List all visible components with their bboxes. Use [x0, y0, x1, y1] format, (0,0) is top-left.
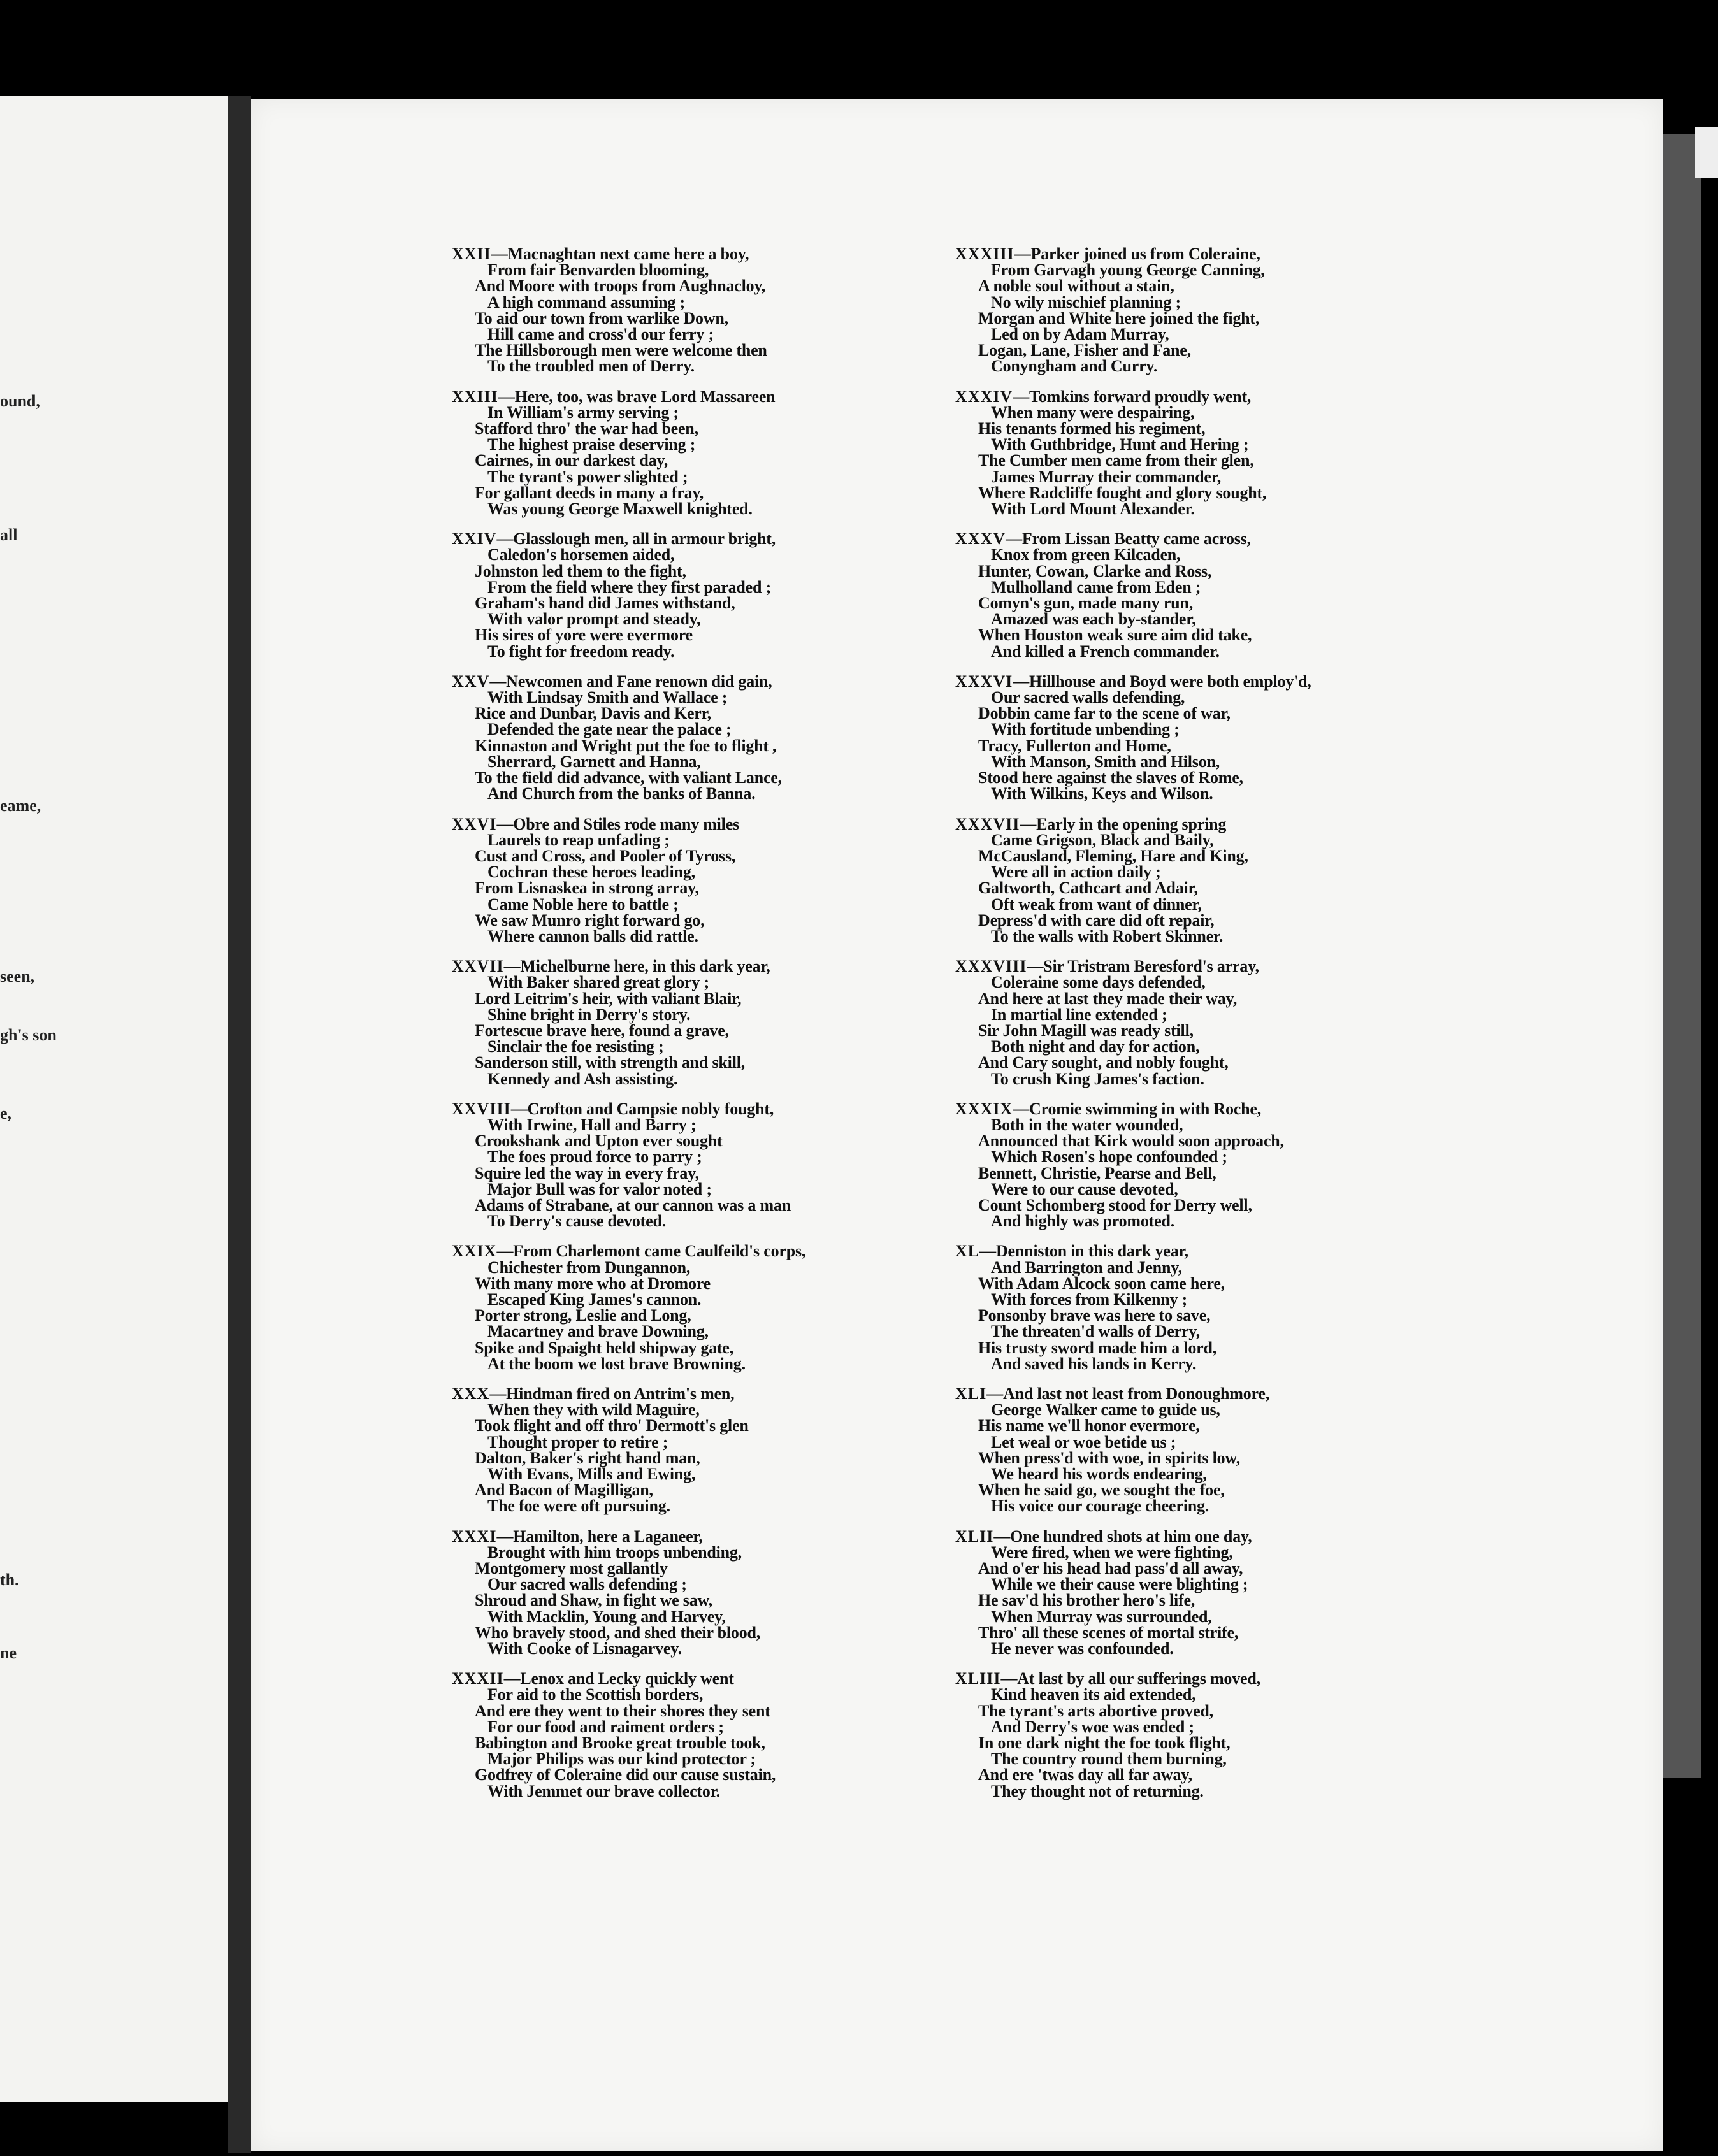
stanza-line: Galtworth, Cathcart and Adair, [978, 879, 1198, 898]
stanza-line: Came Grigson, Black and Baily, [991, 830, 1214, 849]
stanza-dash: — [496, 814, 514, 833]
facing-page-edge [0, 96, 230, 2102]
stanza-line: James Murray their commander, [991, 467, 1222, 486]
stanza-dash: — [1014, 245, 1031, 263]
stanza-line: Major Philips was our kind protector ; [487, 1750, 756, 1769]
stanza-line: His voice our courage cheering. [991, 1497, 1209, 1516]
stanza-line: The threaten'd walls of Derry, [991, 1322, 1200, 1341]
stanza-line: And Church from the banks of Banna. [487, 784, 756, 803]
stanza-line: With Wilkins, Keys and Wilson. [991, 784, 1213, 803]
stanza-line: He sav'd his brother hero's life, [978, 1591, 1195, 1610]
stanza-line: And Bacon of Magilligan, [475, 1481, 653, 1500]
stanza-line: Babington and Brooke great trouble took, [475, 1734, 765, 1753]
stanza-line: To the troubled men of Derry. [487, 357, 695, 376]
stanza-line: With Irwine, Hall and Barry ; [487, 1115, 697, 1134]
stanza-line: And killed a French commander. [991, 642, 1220, 661]
stanza-line: And here at last they made their way, [978, 989, 1238, 1008]
stanza-line: Shroud and Shaw, in fight we saw, [475, 1591, 712, 1610]
stanza-number: XLI [955, 1384, 987, 1403]
stanza-line: And Cary sought, and nobly fought, [978, 1053, 1229, 1072]
stanza-line: From fair Benvarden blooming, [487, 261, 709, 280]
stanza-line: Coleraine some days defended, [991, 973, 1206, 992]
stanza-line: With Adam Alcock soon came here, [978, 1274, 1225, 1293]
stanza-line: The country round them burning, [991, 1750, 1227, 1769]
stanza-line: Adams of Strabane, at our cannon was a man [475, 1195, 791, 1214]
stanza-number: XXII [452, 245, 491, 263]
stanza-number: XXXIII [955, 245, 1014, 263]
stanza-line: From Garvagh young George Canning, [991, 261, 1265, 280]
stanza-line: And o'er his head had pass'd all away, [978, 1559, 1243, 1578]
stanza-line: Amazed was each by-stander, [991, 610, 1196, 629]
stanza-number: XXVIII [452, 1099, 511, 1118]
stanza-line: With many more who at Dromore [475, 1274, 711, 1293]
stanza-first-line [955, 531, 1656, 547]
stanza-line: The tyrant's power slighted ; [487, 467, 688, 486]
stanza-line: For gallant deeds in many a fray, [475, 483, 704, 502]
stanza-line: Took flight and off thro' Dermott's glen [475, 1416, 749, 1435]
stanza-line: To aid our town from warlike Down, [475, 308, 728, 327]
stanza-line: Hill came and cross'd our ferry ; [487, 325, 714, 344]
stanza-line: Our sacred walls defending, [991, 688, 1185, 707]
facing-page-text-fragment: e, [0, 1104, 12, 1123]
stanza-line: Were all in action daily ; [991, 863, 1161, 882]
page-stack-edge [1663, 134, 1701, 1778]
stanza-line: The Cumber men came from their glen, [978, 451, 1254, 470]
stanza-line: In martial line extended ; [991, 1005, 1167, 1024]
stanza-dash: — [489, 672, 507, 691]
stanza-line: To the field did advance, with valiant Lance, [475, 768, 782, 787]
stanza-first-line [955, 1528, 1656, 1544]
stanza-first-line [955, 1386, 1656, 1402]
stanza-dash: — [979, 1242, 996, 1261]
stanza [955, 1386, 1656, 1514]
stanza-line: With Lindsay Smith and Wallace ; [487, 688, 728, 707]
stanza-line: When he said go, we sought the foe, [978, 1481, 1225, 1500]
stanza-number: XL [955, 1242, 980, 1261]
stanza-line: With forces from Kilkenny ; [991, 1290, 1188, 1309]
stanza-line: From Lisnaskea in strong array, [475, 879, 699, 898]
stanza [955, 958, 1656, 1087]
stanza-line: Sherrard, Garnett and Hanna, [487, 752, 701, 771]
stanza-line: Cochran these heroes leading, [487, 863, 695, 882]
stanza-line: Where Radcliffe fought and glory sought, [978, 483, 1267, 502]
stanza-number: XXVII [452, 957, 504, 976]
stanza-line: Hunter, Cowan, Clarke and Ross, [978, 561, 1212, 580]
stanza-dash: — [1013, 387, 1030, 406]
facing-page-text-fragment: ne [0, 1644, 17, 1662]
stanza-line: With Lord Mount Alexander. [991, 499, 1195, 519]
stanza-text: Early in the opening spring [1036, 814, 1227, 833]
stanza-dash: — [491, 245, 508, 263]
stanza-line: Caledon's horsemen aided, [487, 545, 675, 564]
stanza-text: Macnaghtan next came here a boy, [507, 245, 749, 263]
stanza-line: Defended the gate near the palace ; [487, 720, 732, 739]
stanza-dash: — [993, 1527, 1011, 1546]
stanza-line: Comyn's gun, made many run, [978, 594, 1193, 613]
stanza [955, 673, 1656, 802]
stanza-line: They thought not of returning. [991, 1781, 1204, 1800]
stanza-dash: — [1013, 672, 1030, 691]
stanza-line: Which Rosen's hope confounded ; [991, 1147, 1227, 1167]
stanza-first-line [955, 1243, 1656, 1259]
stanza-line: Cust and Cross, and Pooler of Tyross, [475, 846, 736, 865]
stanza-first-line [955, 246, 1656, 262]
stanza-line: For our food and raiment orders ; [487, 1717, 724, 1736]
facing-page-text-fragment: all [0, 526, 18, 544]
stanza-line: Mulholland came from Eden ; [991, 577, 1201, 596]
stanza-number: XXXI [452, 1527, 497, 1546]
stanza-line: Johnston led them to the fight, [475, 561, 686, 580]
stanza-line: Godfrey of Coleraine did our cause sustain, [475, 1765, 776, 1785]
stanza [955, 1671, 1656, 1799]
stanza-line: With Macklin, Young and Harvey, [487, 1607, 726, 1626]
stanza-line: No wily mischief planning ; [991, 292, 1181, 312]
stanza [955, 1243, 1656, 1372]
stanza-line: From the field where they first paraded ; [487, 577, 772, 596]
stanza-line: We saw Munro right forward go, [475, 910, 705, 930]
stanza-line: Montgomery most gallantly [475, 1559, 668, 1578]
stanza-dash: — [496, 529, 514, 549]
stanza-text: Parker joined us from Coleraine, [1030, 245, 1260, 263]
stanza-line: And ere 'twas day all far away, [978, 1765, 1192, 1785]
stanza-line: The highest praise deserving ; [487, 435, 696, 454]
stanza-line: A high command assuming ; [487, 292, 685, 312]
stanza-line: Tracy, Fullerton and Home, [978, 736, 1171, 755]
stanza-line: His trusty sword made him a lord, [978, 1338, 1217, 1357]
stanza-dash: — [1006, 529, 1022, 549]
book-gutter [228, 96, 251, 2153]
stanza-line: McCausland, Fleming, Hare and King, [978, 846, 1248, 865]
stanza [955, 816, 1656, 945]
stanza [955, 531, 1656, 659]
stanza-text: Sir Tristram Beresford's array, [1043, 957, 1259, 976]
stanza-line: With valor prompt and steady, [487, 610, 701, 629]
stanza-number: XXXVIII [955, 957, 1027, 976]
stanza-line: While we their cause were blighting ; [991, 1575, 1248, 1594]
stanza-line: Where cannon balls did rattle. [487, 926, 698, 945]
stanza-dash: — [503, 957, 521, 976]
stanza-line: The tyrant's arts abortive proved, [978, 1701, 1213, 1720]
stanza-dash: — [1000, 1669, 1018, 1688]
stanza [955, 1528, 1656, 1657]
stanza-dash: — [503, 1669, 521, 1688]
stanza-line: With Cooke of Lisnagarvey. [487, 1639, 682, 1658]
stanza-line: Brought with him troops unbending, [487, 1542, 742, 1562]
stanza-line: When they with wild Maguire, [487, 1400, 700, 1419]
stanza-line: Were to our cause devoted, [991, 1179, 1178, 1198]
stanza-line: To the walls with Robert Skinner. [991, 926, 1224, 945]
stanza-dash: — [496, 1527, 514, 1546]
stanza-line: Oft weak from want of dinner, [991, 895, 1202, 914]
stanza-line: With Jemmet our brave collector. [487, 1781, 720, 1800]
stanza-line: Our sacred walls defending ; [487, 1575, 687, 1594]
stanza-line: Macartney and brave Downing, [487, 1322, 709, 1341]
stanza-text: Lenox and Lecky quickly went [520, 1669, 734, 1688]
stanza-line: His name we'll honor evermore, [978, 1416, 1200, 1435]
stanza-line: Shine bright in Derry's story. [487, 1005, 691, 1024]
stanza-line: Bennett, Christie, Pearse and Bell, [978, 1163, 1216, 1182]
stanza-line: Led on by Adam Murray, [991, 325, 1169, 344]
stanza-line: Both night and day for action, [991, 1037, 1200, 1056]
stanza-number: XXXV [955, 529, 1006, 549]
stanza-dash: — [489, 1384, 507, 1403]
stanza-first-line [955, 389, 1656, 405]
stanza-line: Logan, Lane, Fisher and Fane, [978, 341, 1191, 360]
stanza-line: He never was confounded. [991, 1639, 1174, 1658]
stanza-line: Knox from green Kilcaden, [991, 545, 1181, 564]
stanza-text: One hundred shots at him one day, [1010, 1527, 1252, 1546]
stanza-text: From Lissan Beatty came across, [1021, 529, 1251, 549]
stanza-first-line [955, 1101, 1656, 1117]
stanza-line: Graham's hand did James withstand, [475, 594, 735, 613]
stanza-text: From Charlemont came Caulfeild's corps, [513, 1242, 806, 1261]
stanza-text: Hillhouse and Boyd were both employ'd, [1029, 672, 1311, 691]
stanza-line: The Hillsborough men were welcome then [475, 341, 767, 360]
stanza-line: Sir John Magill was ready still, [978, 1021, 1194, 1040]
stanza-line: Fortescue brave here, found a grave, [475, 1021, 729, 1040]
stanza-dash: — [498, 387, 515, 406]
stanza-text: Hindman fired on Antrim's men, [506, 1384, 735, 1403]
stanza-line: Chichester from Dungannon, [487, 1258, 691, 1277]
stanza-line: Both in the water wounded, [991, 1115, 1183, 1134]
stanza-line: Kinnaston and Wright put the foe to flight , [475, 736, 777, 755]
stanza-line: Porter strong, Leslie and Long, [475, 1306, 691, 1325]
stanza [955, 1101, 1656, 1230]
stanza-line: A noble soul without a stain, [978, 277, 1174, 296]
stanza-line: With Manson, Smith and Hilson, [991, 752, 1220, 771]
stanza-line: Ponsonby brave was here to save, [978, 1306, 1211, 1325]
stanza-number: XLIII [955, 1669, 1001, 1688]
stanza-line: The foe were oft pursuing. [487, 1497, 670, 1516]
stanza-line: With fortitude unbending ; [991, 720, 1180, 739]
poem-column-right [955, 246, 1656, 1813]
stanza-line: Stood here against the slaves of Rome, [978, 768, 1243, 787]
stanza-text: And last not least from Donoughmore, [1003, 1384, 1270, 1403]
stanza-text: Denniston in this dark year, [995, 1242, 1188, 1261]
facing-page-text-fragment: eame, [0, 796, 41, 815]
stanza-line: With Baker shared great glory ; [487, 973, 709, 992]
stanza-line: For aid to the Scottish borders, [487, 1685, 704, 1704]
stanza-line: Rice and Dunbar, Davis and Kerr, [475, 704, 711, 723]
stanza-line: Laurels to reap unfading ; [487, 830, 670, 849]
stanza-line: In William's army serving ; [487, 403, 679, 422]
stanza-line: Thought proper to retire ; [487, 1432, 668, 1451]
stanza-line: Cairnes, in our darkest day, [475, 451, 668, 470]
stanza-number: XXXII [452, 1669, 504, 1688]
page-corner-tab [1695, 127, 1718, 178]
stanza-line: The foes proud force to parry ; [487, 1147, 702, 1167]
stanza-line: Lord Leitrim's heir, with valiant Blair, [475, 989, 742, 1008]
stanza-line: Stafford thro' the war had been, [475, 419, 698, 438]
stanza-line: His sires of yore were evermore [475, 626, 693, 645]
stanza-dash: — [1013, 1099, 1030, 1118]
stanza-number: XXXIV [955, 387, 1013, 406]
stanza-number: XXXIX [955, 1099, 1013, 1118]
stanza-line: And ere they went to their shores they sent [475, 1701, 770, 1720]
stanza-line: With Guthbridge, Hunt and Hering ; [991, 435, 1249, 454]
stanza-line: When Houston weak sure aim did take, [978, 626, 1252, 645]
stanza-line: We heard his words endearing, [991, 1465, 1207, 1484]
stanza-dash: — [510, 1099, 528, 1118]
stanza-first-line [955, 673, 1656, 689]
stanza-dash: — [496, 1242, 514, 1261]
stanza-text: At last by all our sufferings moved, [1017, 1669, 1260, 1688]
stanza-line: And saved his lands in Kerry. [991, 1354, 1197, 1373]
stanza-line: Escaped King James's cannon. [487, 1290, 702, 1309]
stanza-line: Were fired, when we were fighting, [991, 1542, 1233, 1562]
stanza-line: To Derry's cause devoted. [487, 1212, 667, 1231]
stanza-line: Sanderson still, with strength and skill, [475, 1053, 746, 1072]
stanza [955, 389, 1656, 517]
stanza-line: Who bravely stood, and shed their blood, [475, 1623, 761, 1642]
stanza-text: Obre and Stiles rode many miles [513, 814, 739, 833]
facing-page-text-fragment: seen, [0, 967, 35, 986]
stanza-line: Was young George Maxwell knighted. [487, 499, 753, 519]
stanza-first-line [955, 816, 1656, 832]
stanza-first-line [955, 1671, 1656, 1686]
stanza-line: Dalton, Baker's right hand man, [475, 1448, 700, 1467]
stanza-line: Thro' all these scenes of mortal strife, [978, 1623, 1239, 1642]
stanza-line: Spike and Spaight held shipway gate, [475, 1338, 734, 1357]
stanza-number: XXX [452, 1384, 490, 1403]
stanza-line: When press'd with woe, in spirits low, [978, 1448, 1240, 1467]
stanza-line: And Derry's woe was ended ; [991, 1717, 1194, 1736]
facing-page-text-fragment: gh's son [0, 1026, 57, 1044]
stanza-number: XXV [452, 672, 490, 691]
stanza-line: And Moore with troops from Aughnacloy, [475, 277, 766, 296]
stanza-line: In one dark night the foe took flight, [978, 1734, 1231, 1753]
stanza-line: Announced that Kirk would soon approach, [978, 1132, 1284, 1151]
stanza [955, 246, 1656, 375]
stanza-line: When Murray was surrounded, [991, 1607, 1212, 1626]
stanza-text: Newcomen and Fane renown did gain, [506, 672, 772, 691]
stanza-number: XXVI [452, 814, 497, 833]
stanza-line: Conyngham and Curry. [991, 357, 1158, 376]
stanza-text: Cromie swimming in with Roche, [1029, 1099, 1262, 1118]
facing-page-text-fragment: th. [0, 1570, 19, 1589]
stanza-line: Kennedy and Ash assisting. [487, 1069, 678, 1088]
stanza-line: Squire led the way in every fray, [475, 1163, 699, 1182]
facing-page-text-fragment: ound, [0, 392, 40, 410]
stanza-number: XXIV [452, 529, 497, 549]
stanza-line: Dobbin came far to the scene of war, [978, 704, 1231, 723]
stanza-line: George Walker came to guide us, [991, 1400, 1220, 1419]
stanza-dash: — [1020, 814, 1037, 833]
stanza-text: Crofton and Campsie nobly fought, [527, 1099, 774, 1118]
stanza-line: At the boom we lost brave Browning. [487, 1354, 746, 1373]
stanza-line: And Barrington and Jenny, [991, 1258, 1182, 1277]
stanza-line: To fight for freedom ready. [487, 642, 675, 661]
stanza-line: Crookshank and Upton ever sought [475, 1132, 723, 1151]
stanza-number: XXIII [452, 387, 498, 406]
stanza-line: Kind heaven its aid extended, [991, 1685, 1196, 1704]
stanza-line: Major Bull was for valor noted ; [487, 1179, 712, 1198]
stanza-first-line [955, 958, 1656, 974]
stanza-text: Hamilton, here a Laganeer, [513, 1527, 703, 1546]
stanza-dash: — [1027, 957, 1044, 976]
stanza-number: XXXVII [955, 814, 1020, 833]
stanza-line: Came Noble here to battle ; [487, 895, 679, 914]
stanza-line: With Evans, Mills and Ewing, [487, 1465, 696, 1484]
stanza-line: Count Schomberg stood for Derry well, [978, 1195, 1252, 1214]
stanza-text: Glasslough men, all in armour bright, [513, 529, 776, 549]
stanza-line: When many were despairing, [991, 403, 1195, 422]
stanza-number: XXXVI [955, 672, 1013, 691]
stanza-dash: — [986, 1384, 1004, 1403]
stanza-line: Depress'd with care did oft repair, [978, 910, 1215, 930]
stanza-line: Sinclair the foe resisting ; [487, 1037, 664, 1056]
stanza-text: Michelburne here, in this dark year, [520, 957, 770, 976]
stanza-line: His tenants formed his regiment, [978, 419, 1206, 438]
stanza-text: Tomkins forward proudly went, [1029, 387, 1252, 406]
stanza-line: And highly was promoted. [991, 1212, 1175, 1231]
scanned-page [251, 99, 1663, 2151]
stanza-number: XLII [955, 1527, 994, 1546]
stanza-line: To crush King James's faction. [991, 1069, 1204, 1088]
stanza-text: Here, too, was brave Lord Massareen [514, 387, 776, 406]
stanza-line: Morgan and White here joined the fight, [978, 308, 1260, 327]
stanza-line: Let weal or woe betide us ; [991, 1432, 1176, 1451]
stanza-number: XXIX [452, 1242, 497, 1261]
